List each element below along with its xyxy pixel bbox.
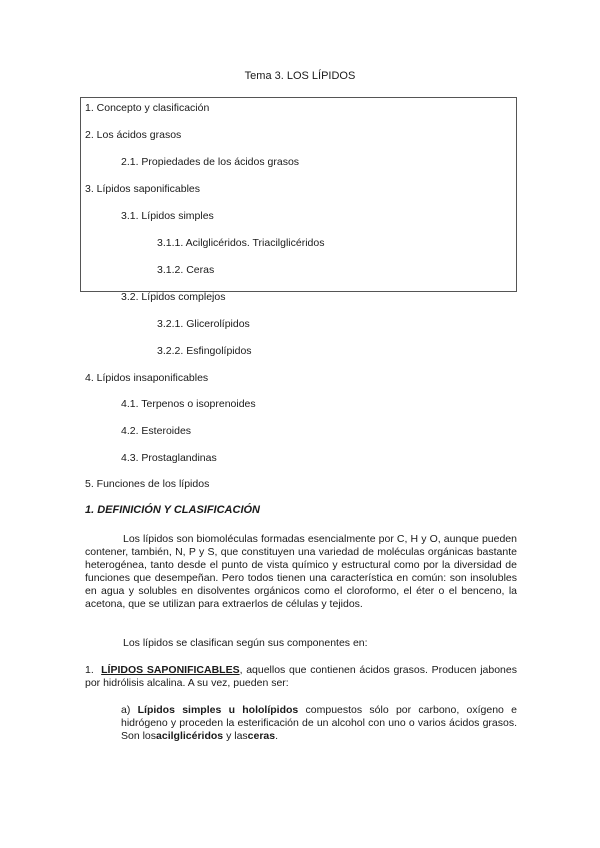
sub-item-text: compuestos sólo por carbono, oxígeno e hidrógeno y proceden la esterificación de un alcohol con uno o varios ácidos grasos. Son los xyxy=(121,704,517,742)
term-acilgliceridos: acilglicéridos xyxy=(156,730,224,742)
toc-item-3-2-2: 3.2.2. Esfingolípidos xyxy=(157,345,252,357)
toc-item-2-1: 2.1. Propiedades de los ácidos grasos xyxy=(121,156,300,168)
toc-item-3-1: 3.1. Lípidos simples xyxy=(121,210,214,222)
paragraph-classification-text: Los lípidos se clasifican según sus componentes en: xyxy=(123,637,368,649)
paragraph-definition-text: Los lípidos son biomoléculas formadas esencialmente por C, H y O, aunque pueden contener, también, N, P y S, que constituyen una variedad de moléculas orgánicas bastante heterogénea, tanto desde el punto de vista químico y estructural como por la diversidad de funciones que desempeñan. Pero todos tienen una característica en común: son insolubles en agua y solubles en disolventes orgánicos como el cloroformo, el éter o el benceno, la acetona, que se utilizan para extraerlos de células y tejidos. xyxy=(85,533,517,610)
sub-item-prefix: a) xyxy=(121,704,138,716)
sub-item-end: . xyxy=(275,730,279,742)
toc-item-4-1: 4.1. Terpenos o isoprenoides xyxy=(121,398,256,410)
toc-item-4-2: 4.2. Esteroides xyxy=(121,425,192,437)
toc-item-4-3: 4.3. Prostaglandinas xyxy=(121,452,217,464)
toc-item-3-1-2: 3.1.2. Ceras xyxy=(157,264,215,276)
toc-item-3-2: 3.2. Lípidos complejos xyxy=(121,291,226,303)
section-heading: 1. DEFINICIÓN Y CLASIFICACIÓN xyxy=(85,504,261,516)
term-saponificables: LÍPIDOS SAPONIFICABLES xyxy=(101,664,240,676)
toc-item-3-2-1: 3.2.1. Glicerolípidos xyxy=(157,318,250,330)
toc-item-3-1-1: 3.1.1. Acilglicéridos. Triacilglicéridos xyxy=(157,237,325,249)
list-item-simples xyxy=(121,704,517,743)
toc-item-2: 2. Los ácidos grasos xyxy=(85,129,182,141)
toc-item-3: 3. Lípidos saponificables xyxy=(85,183,200,195)
toc-item-1: 1. Concepto y clasificación xyxy=(85,102,210,114)
list-item-text: , aquellos que contienen ácidos grasos. Producen jabones por hidrólisis alcalina. A su vez, pueden ser: xyxy=(85,664,517,689)
paragraph-definition xyxy=(85,533,517,611)
sub-item-mid: y las xyxy=(223,730,248,742)
list-item-saponificables xyxy=(85,664,517,690)
toc-item-5: 5. Funciones de los lípidos xyxy=(85,478,210,490)
term-ceras: ceras xyxy=(247,730,276,742)
term-simples: Lípidos simples u hololípidos xyxy=(137,704,299,716)
toc-item-4: 4. Lípidos insaponificables xyxy=(85,372,209,384)
paragraph-classification xyxy=(85,637,517,650)
list-item-number: 1. xyxy=(85,664,94,676)
document-title: Tema 3. LOS LÍPIDOS xyxy=(244,70,356,82)
